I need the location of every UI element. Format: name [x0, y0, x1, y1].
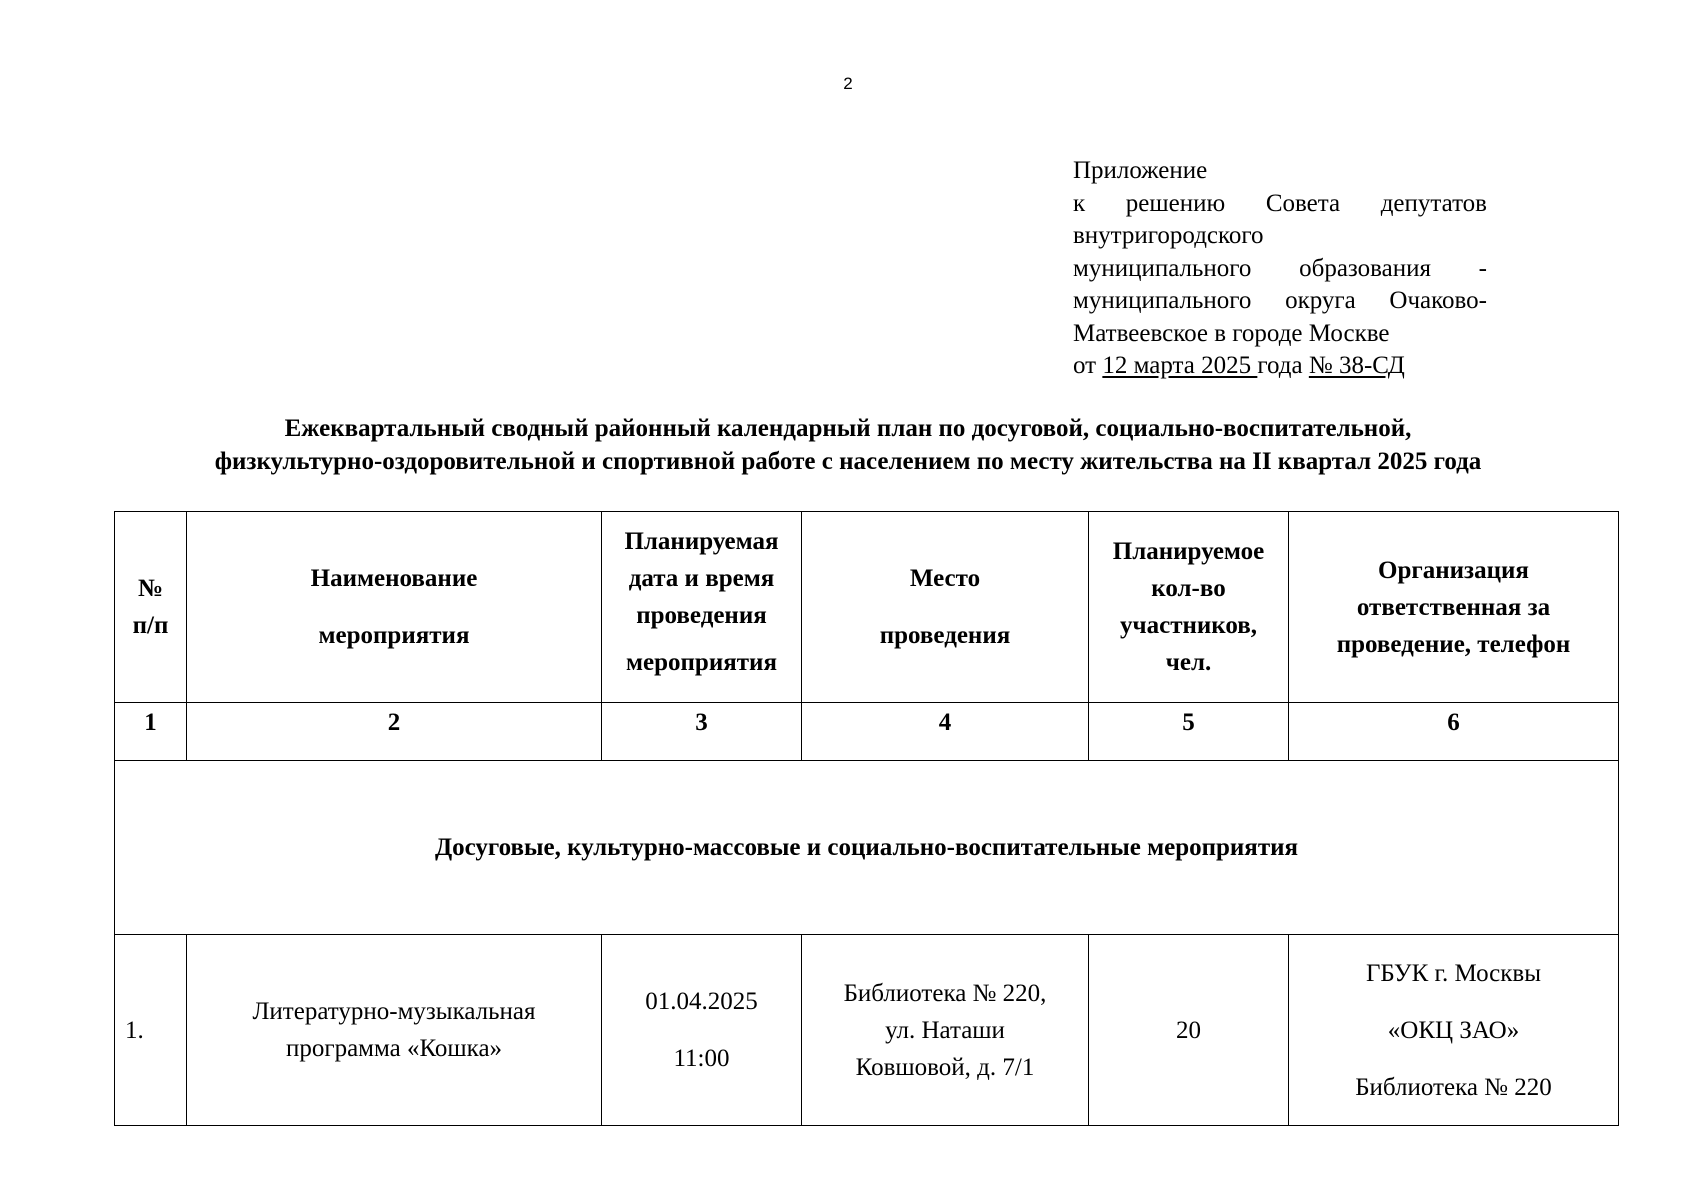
- header-text: ответственная за: [1356, 593, 1551, 621]
- document-title: [0, 413, 1696, 478]
- page-number: 2: [843, 74, 853, 93]
- header-datetime: [602, 512, 802, 703]
- header-text: мероприятия: [318, 622, 470, 649]
- appendix-block: [1073, 155, 1487, 383]
- header-organization: [1289, 512, 1619, 703]
- column-number-row: [115, 703, 1619, 761]
- document-title-line: Ежеквартальный сводный районный календарный план по досуговой, социально-воспитательной,: [284, 415, 1412, 442]
- appendix-year-word: года: [1257, 352, 1309, 379]
- header-text: кол-во: [1151, 575, 1226, 602]
- event-organization-cell: [1289, 935, 1619, 1126]
- appendix-line: Матвеевское в городе Москве: [1073, 319, 1390, 347]
- header-text: Наименование: [310, 565, 478, 592]
- event-name: Литературно-музыкальная: [252, 998, 536, 1025]
- event-datetime-cell: [602, 935, 802, 1126]
- event-organization: «ОКЦ ЗАО»: [1387, 1016, 1520, 1044]
- event-place: Ковшовой, д. 7/1: [855, 1053, 1035, 1081]
- appendix-decision-line: [1073, 350, 1487, 383]
- header-text: №: [137, 575, 164, 602]
- header-text: Место: [909, 565, 981, 592]
- appendix-decision-number: № 38-СД: [1308, 352, 1405, 379]
- event-name: программа «Кошка»: [285, 1035, 503, 1062]
- event-place: Библиотека № 220,: [843, 979, 1047, 1007]
- event-organization: ГБУК г. Москвы: [1365, 959, 1542, 987]
- appendix-line: муниципального округа Очаково-: [1073, 287, 1487, 314]
- plan-table: [114, 511, 1619, 1126]
- event-date: 01.04.2025: [645, 988, 758, 1015]
- table-header-row: [115, 512, 1619, 703]
- section-row: [115, 761, 1619, 935]
- event-organization: Библиотека № 220: [1355, 1073, 1552, 1101]
- header-text: Организация: [1378, 556, 1529, 584]
- header-place: [802, 512, 1089, 703]
- header-event-name: [187, 512, 602, 703]
- event-participants: 20: [1089, 935, 1289, 1126]
- header-participants: [1089, 512, 1289, 703]
- header-text: мероприятия: [626, 649, 777, 676]
- column-number: 5: [1089, 703, 1289, 761]
- header-text: участников,: [1120, 612, 1257, 639]
- event-time: 11:00: [673, 1045, 730, 1072]
- section-title: Досуговые, культурно-массовые и социально-воспитательные мероприятия: [115, 761, 1619, 935]
- document-title-line: физкультурно-оздоровительной и спортивной работе с населением по месту жительства на II квартал 2025 года: [214, 447, 1482, 475]
- event-name-cell: [187, 935, 602, 1126]
- column-number: 4: [802, 703, 1089, 761]
- header-text: проведения: [636, 602, 767, 629]
- appendix-date: 12 марта 2025: [1102, 352, 1258, 379]
- appendix-date-prefix: от: [1073, 352, 1103, 379]
- table-row: [115, 935, 1619, 1126]
- event-place: ул. Наташи: [885, 1016, 1005, 1044]
- header-text: п/п: [132, 612, 169, 639]
- event-place-cell: [802, 935, 1089, 1126]
- appendix-line: Приложение: [1073, 157, 1208, 184]
- appendix-line: внутригородского: [1073, 222, 1264, 249]
- appendix-line: к решению Совета депутатов: [1073, 189, 1487, 217]
- appendix-line: муниципального образования -: [1073, 254, 1487, 282]
- header-text: Планируемое: [1112, 538, 1265, 565]
- header-text: проведение, телефон: [1336, 630, 1571, 658]
- column-number: 6: [1289, 703, 1619, 761]
- header-text: дата и время: [628, 565, 775, 592]
- column-number: 1: [115, 703, 187, 761]
- header-text: чел.: [1165, 649, 1212, 676]
- column-number: 3: [602, 703, 802, 761]
- header-number: [115, 512, 187, 703]
- row-number: 1.: [115, 935, 187, 1126]
- header-text: проведения: [879, 622, 1011, 649]
- column-number: 2: [187, 703, 602, 761]
- header-text: Планируемая: [624, 528, 779, 555]
